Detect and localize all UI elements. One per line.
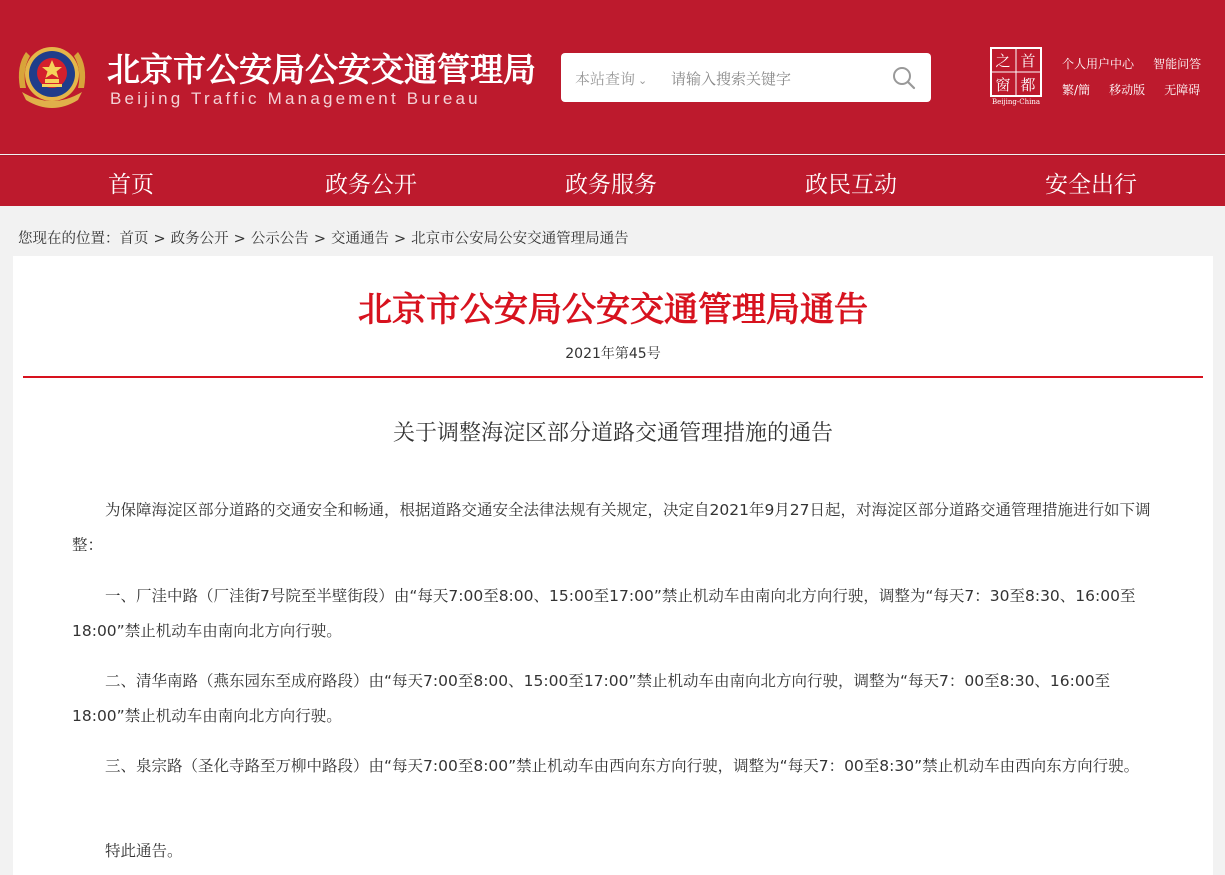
nav-item-home[interactable]: 首页 <box>108 172 154 198</box>
breadcrumb <box>18 227 629 248</box>
logo-char-1: 之 <box>995 52 1011 70</box>
logo-caption: Beijing-China <box>991 98 1041 106</box>
search-icon[interactable] <box>891 65 917 91</box>
article-paragraph: 二、清华南路（燕东园东至成府路段）由“每天7:00至8:00、15:00至17:00”禁止机动车由南向北方向行驶，调整为“每天7：00至8:30、16:00至18:00”禁止机动车由南向北方向行驶。 <box>72 672 1111 725</box>
notice-subtitle: 关于调整海淀区部分道路交通管理措施的通告 <box>392 421 833 446</box>
breadcrumb-public-notices[interactable]: 公示公告 <box>250 231 309 247</box>
top-links <box>1062 53 1215 105</box>
breadcrumb-separator: > <box>153 231 166 247</box>
nav-item-interaction[interactable]: 政民互动 <box>805 172 897 198</box>
article-paragraph: 三、泉宗路（圣化寺路至万柳中路段）由“每天7:00至8:00”禁止机动车由西向东方向行驶，调整为“每天7：00至8:30”禁止机动车由西向东方向行驶。 <box>105 757 1140 775</box>
chevron-down-icon: ⌄ <box>638 74 648 87</box>
breadcrumb-government-affairs[interactable]: 政务公开 <box>170 231 229 247</box>
nav-item-government-services[interactable]: 政务服务 <box>565 172 657 198</box>
site-title[interactable]: 北京市公安局公安交通管理局 <box>107 50 536 89</box>
breadcrumb-separator: > <box>393 231 407 247</box>
article-paragraph: 特此通告。 <box>105 842 183 860</box>
nav-item-safe-travel[interactable]: 安全出行 <box>1045 172 1137 198</box>
search-scope-label: 本站查询 <box>575 70 636 88</box>
breadcrumb-traffic-notices[interactable]: 交通通告 <box>330 231 389 247</box>
search-box <box>561 53 931 102</box>
traditional-simplified-link[interactable]: 繁/簡 <box>1062 83 1091 97</box>
logo-char-4: 都 <box>1020 76 1036 94</box>
breadcrumb-separator: > <box>233 231 246 247</box>
main-nav <box>0 155 1225 206</box>
breadcrumb-prefix: 您现在的位置： <box>18 231 120 247</box>
title-divider <box>23 376 1203 378</box>
site-header <box>0 0 1225 154</box>
site-subtitle: Beijing Traffic Management Bureau <box>110 89 481 108</box>
doc-number: 2021年第45号 <box>565 346 661 362</box>
logo-char-3: 窗 <box>995 76 1011 94</box>
capital-window-logo[interactable] <box>988 46 1044 106</box>
search-scope-dropdown[interactable] <box>575 68 647 89</box>
logo-char-2: 首 <box>1020 52 1036 70</box>
notice-title: 北京市公安局公安交通管理局通告 <box>358 290 868 330</box>
police-emblem-icon[interactable] <box>12 36 92 116</box>
breadcrumb-home[interactable]: 首页 <box>119 231 149 247</box>
article-paragraph: 一、厂洼中路（厂洼街7号院至半壁街段）由“每天7:00至8:00、15:00至17:00”禁止机动车由南向北方向行驶，调整为“每天7：30至8:30、16:00至18:00”禁止机动车由南向北方向行驶。 <box>72 587 1136 640</box>
smart-qa-link[interactable]: 智能问答 <box>1153 57 1202 71</box>
breadcrumb-current: 北京市公安局公安交通管理局通告 <box>411 231 629 247</box>
mobile-version-link[interactable]: 移动版 <box>1109 83 1146 97</box>
breadcrumb-separator: > <box>313 231 326 247</box>
search-input[interactable] <box>669 65 883 93</box>
user-center-link[interactable]: 个人用户中心 <box>1062 57 1135 71</box>
article-paragraph: 为保障海淀区部分道路的交通安全和畅通，根据道路交通安全法律法规有关规定，决定自2021年9月27日起，对海淀区部分道路交通管理措施进行如下调整： <box>72 501 1151 554</box>
article <box>13 256 1213 875</box>
nav-item-government-affairs[interactable]: 政务公开 <box>325 172 417 198</box>
accessibility-link[interactable]: 无障碍 <box>1164 83 1201 97</box>
